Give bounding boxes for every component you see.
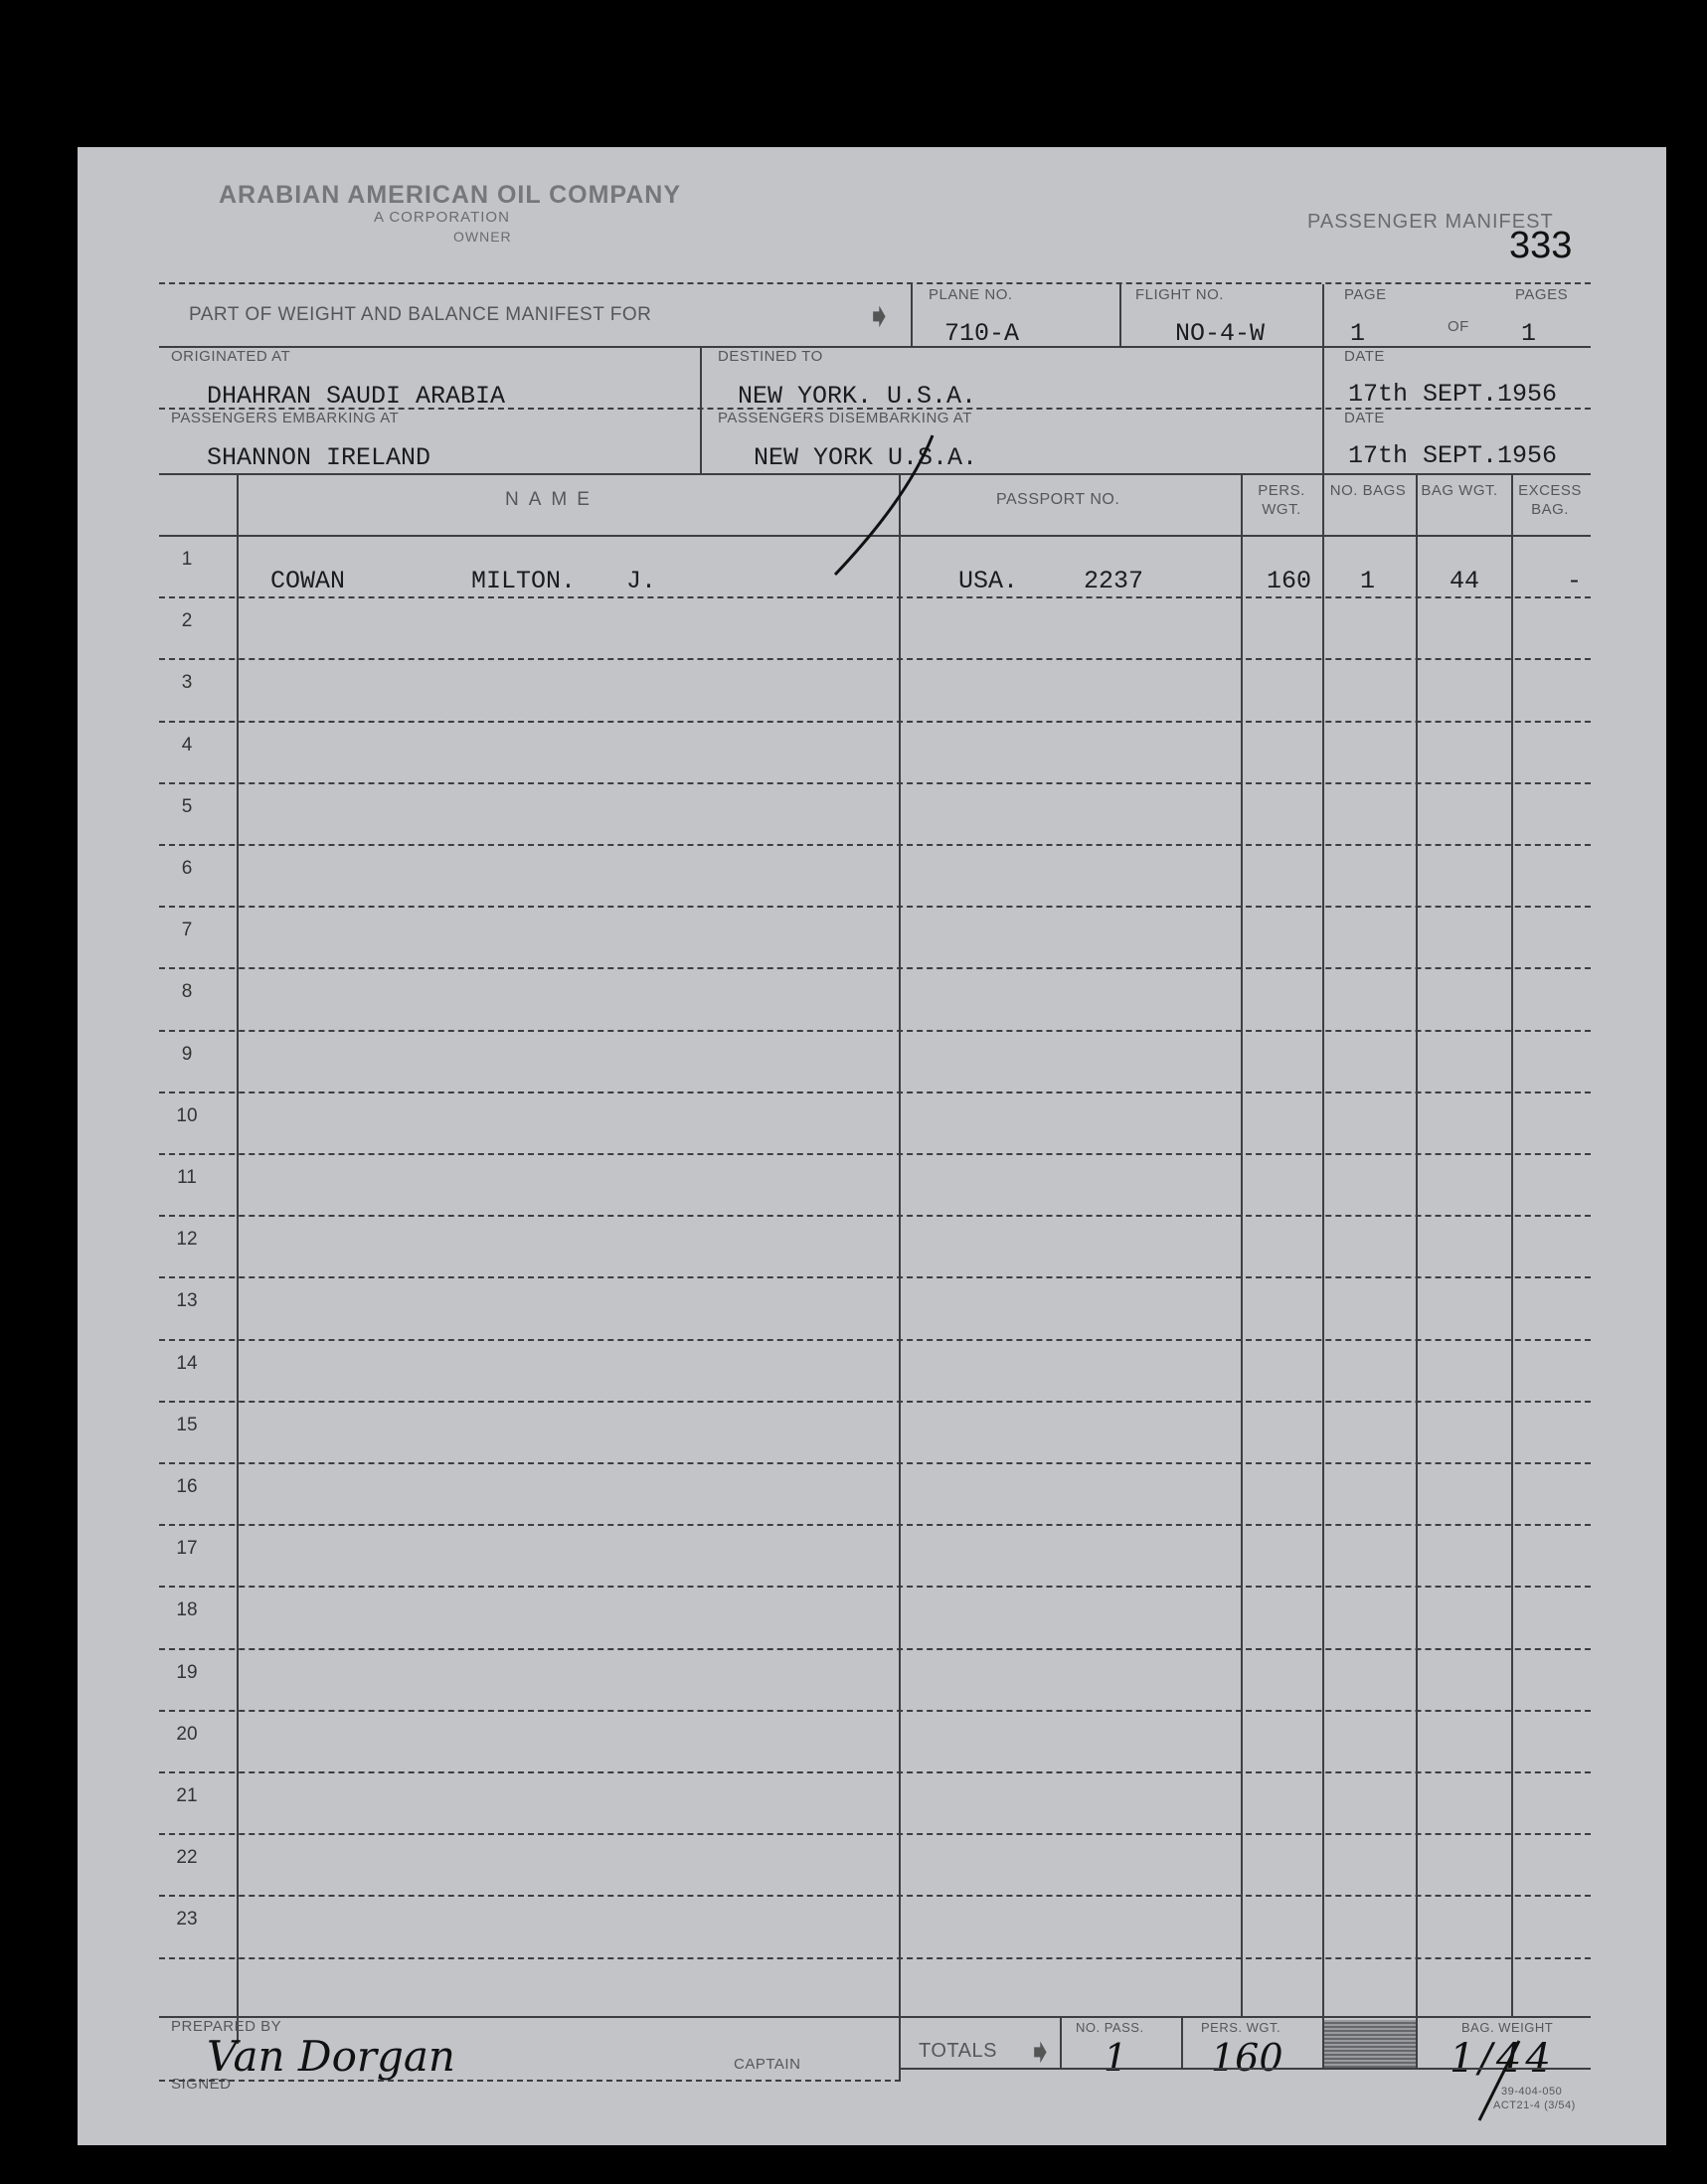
- plane-no-label: PLANE NO.: [929, 286, 1013, 303]
- disembarking-value: NEW YORK U.S.A.: [754, 443, 978, 472]
- rule: [159, 282, 1591, 284]
- row-number: 22: [176, 1847, 198, 1869]
- row-number: 12: [176, 1229, 198, 1251]
- flight-no-label: FLIGHT NO.: [1135, 286, 1224, 303]
- row-rule: [159, 596, 1591, 598]
- row-number: 4: [181, 734, 193, 756]
- col-header-pers-wgt: PERS. WGT.: [1258, 482, 1305, 518]
- row-rule: [159, 967, 1591, 969]
- row-rule: [159, 1771, 1591, 1773]
- row-number: 19: [176, 1661, 198, 1683]
- manifest-sheet: [78, 147, 1666, 2145]
- date1-label: DATE: [1344, 348, 1385, 365]
- entry-passport-country: USA.: [958, 567, 1019, 595]
- form-code-2: ACT21-4 (3/54): [1493, 2100, 1576, 2111]
- company-line3: OWNER: [453, 229, 512, 245]
- company-name: ARABIAN AMERICAN OIL COMPANY: [219, 181, 682, 209]
- row-rule: [159, 844, 1591, 846]
- pers-wgt-total-value: 160: [1211, 2036, 1283, 2080]
- totals-label: TOTALS: [919, 2040, 997, 2062]
- row-number: 9: [181, 1043, 193, 1065]
- row-rule: [159, 1339, 1591, 1341]
- form-code-1: 39-404-050: [1501, 2086, 1563, 2098]
- destined-value: NEW YORK. U.S.A.: [738, 382, 977, 411]
- bag-weight-value: 1/44: [1450, 2036, 1555, 2082]
- pages-value: 1: [1521, 319, 1537, 348]
- entry-bag-wgt: 44: [1450, 567, 1480, 595]
- date1-value: 17th SEPT.1956: [1348, 380, 1558, 409]
- shaded-block: [1324, 2020, 1416, 2068]
- col-header-passport: PASSPORT NO.: [996, 491, 1120, 508]
- originated-value: DHAHRAN SAUDI ARABIA: [207, 382, 506, 411]
- row-number: 21: [176, 1785, 198, 1806]
- row-rule: [159, 906, 1591, 908]
- page-value: 1: [1350, 319, 1366, 348]
- row-rule: [159, 1276, 1591, 1278]
- page-stamp: 333: [1509, 225, 1573, 266]
- row-rule: [159, 1462, 1591, 1464]
- prepared-by-signature: Van Dorgan: [207, 2032, 455, 2081]
- date2-value: 17th SEPT.1956: [1348, 441, 1558, 470]
- signed-label: SIGNED: [171, 2076, 232, 2093]
- col-header-no-bags: NO. BAGS: [1329, 482, 1407, 499]
- entry-excess: -: [1567, 567, 1583, 595]
- disembarking-label: PASSENGERS DISEMBARKING AT: [718, 410, 972, 426]
- destined-label: DESTINED TO: [718, 348, 823, 365]
- of-label: OF: [1448, 318, 1469, 335]
- row-rule: [159, 1153, 1591, 1155]
- row-rule: [159, 1895, 1591, 1897]
- pers-wgt-total-label: PERS. WGT.: [1201, 2020, 1281, 2035]
- date2-label: DATE: [1344, 410, 1385, 426]
- arrow-icon: ➧: [865, 297, 894, 335]
- embarking-label: PASSENGERS EMBARKING AT: [171, 410, 400, 426]
- row-rule: [159, 1401, 1591, 1403]
- entry-passport-no: 2237: [1084, 567, 1144, 595]
- row-rule: [159, 1524, 1591, 1526]
- check-mark-stroke: [823, 425, 942, 585]
- entry-initial: J.: [626, 567, 657, 595]
- row-number: 8: [181, 981, 193, 1003]
- row-rule: [159, 721, 1591, 723]
- row-rule: [159, 658, 1591, 660]
- row-number: 20: [176, 1723, 198, 1745]
- entry-no-bags: 1: [1360, 567, 1376, 595]
- row-number: 11: [177, 1167, 197, 1188]
- row-number: 14: [176, 1352, 198, 1374]
- originated-label: ORIGINATED AT: [171, 348, 291, 365]
- row-rule: [159, 1648, 1591, 1650]
- col-header-name: NAME: [505, 489, 599, 510]
- row-number: 13: [176, 1290, 198, 1312]
- entry-given-name: MILTON.: [471, 567, 577, 595]
- row-rule: [159, 1215, 1591, 1217]
- company-line2: A CORPORATION: [374, 209, 510, 226]
- row-number: 2: [181, 610, 193, 632]
- no-pass-value: 1: [1104, 2036, 1128, 2080]
- row-rule: [159, 782, 1591, 784]
- row-number: 15: [176, 1414, 198, 1435]
- prepared-by-label: PREPARED BY: [171, 2018, 282, 2035]
- row-number: 5: [181, 795, 193, 817]
- page-label: PAGE: [1344, 286, 1387, 303]
- arrow-icon-totals: ➧: [1026, 2033, 1055, 2071]
- row-number: 1: [181, 549, 193, 570]
- row-number: 3: [181, 672, 193, 694]
- bag-weight-label: BAG. WEIGHT: [1461, 2020, 1554, 2035]
- entry-pers-wgt: 160: [1267, 567, 1312, 595]
- col-header-excess: EXCESS BAG.: [1518, 482, 1582, 518]
- row-rule: [159, 1092, 1591, 1093]
- row-number: 23: [176, 1909, 198, 1931]
- row-rule: [159, 1957, 1591, 1959]
- row-number: 6: [181, 858, 193, 879]
- slash-stroke: [1469, 2036, 1529, 2125]
- plane-no-value: 710-A: [944, 319, 1020, 348]
- captain-label: CAPTAIN: [734, 2056, 801, 2073]
- embarking-value: SHANNON IRELAND: [207, 443, 431, 472]
- row-number: 17: [176, 1538, 198, 1560]
- row-number: 7: [181, 920, 193, 941]
- form-title: PASSENGER MANIFEST: [1307, 211, 1554, 233]
- row-rule: [159, 1833, 1591, 1835]
- row-rule: [159, 1586, 1591, 1588]
- pages-label: PAGES: [1515, 286, 1569, 303]
- row-number: 10: [176, 1104, 198, 1126]
- row-rule: [159, 1030, 1591, 1032]
- flight-no-value: NO-4-W: [1175, 319, 1266, 348]
- col-header-bag-wgt: BAG WGT.: [1421, 482, 1498, 499]
- row-rule: [159, 1710, 1591, 1712]
- entry-surname: COWAN: [270, 567, 346, 595]
- row-number: 18: [176, 1599, 198, 1621]
- part-of-label: PART OF WEIGHT AND BALANCE MANIFEST FOR: [189, 304, 652, 325]
- no-pass-label: NO. PASS.: [1076, 2020, 1144, 2035]
- row-number: 16: [176, 1476, 198, 1497]
